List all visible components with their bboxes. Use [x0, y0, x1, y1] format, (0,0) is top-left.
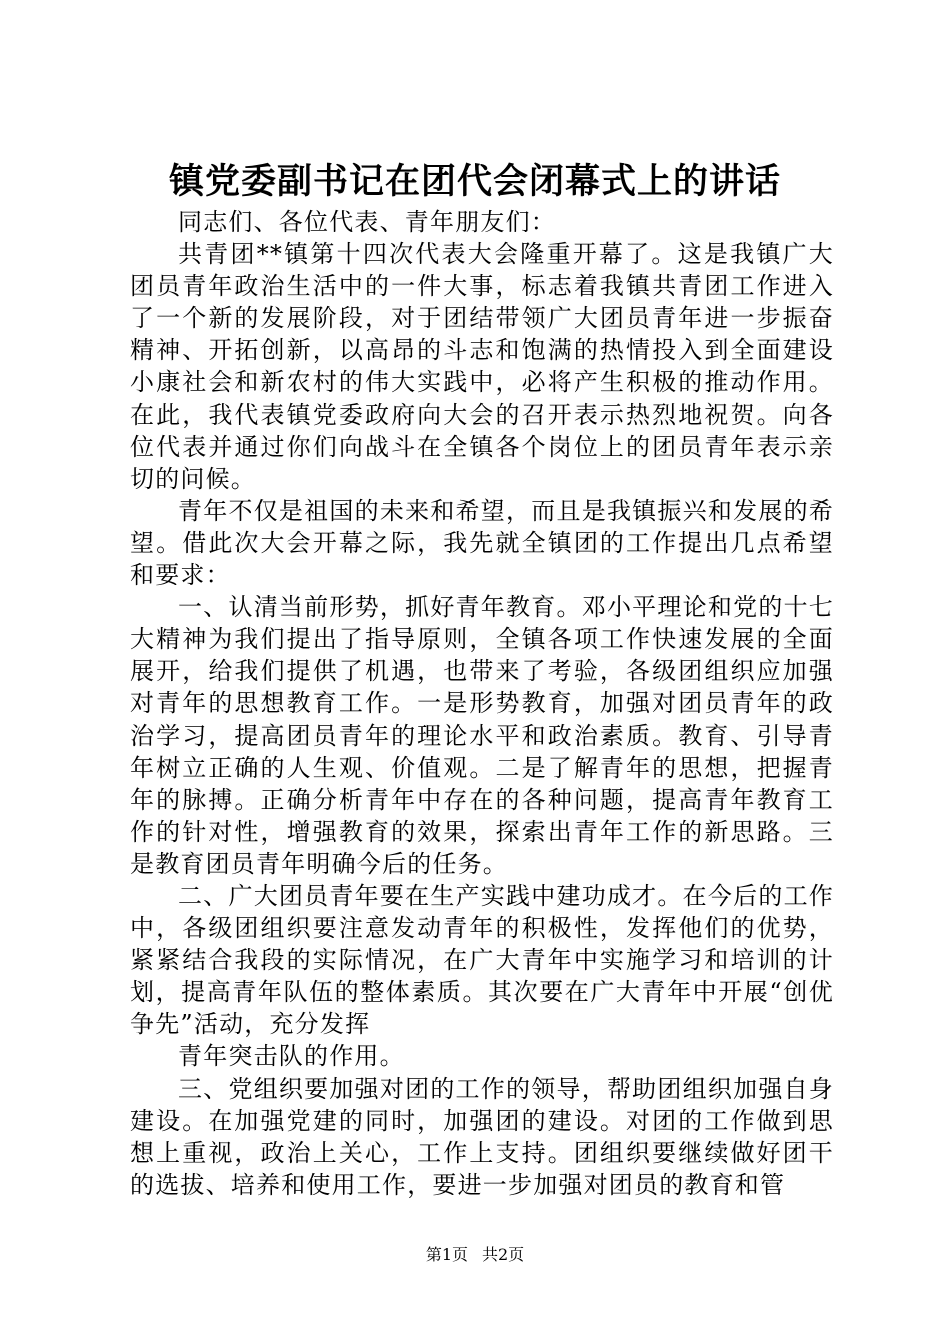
page-total: 共2页	[482, 1245, 525, 1264]
body-paragraph: 青年突击队的作用。	[178, 1042, 405, 1071]
body-paragraph: 三、党组织要加强对团的工作的领导，帮助团组织加强自身建设。在加强党建的同时，加强团的建设。对团的工作做到思想上重视，政治上关心，工作上支持。团组织要继续做好团干的选拔、培养和使用工作，要进一步加强对团员的教育和管	[130, 1074, 834, 1199]
body-paragraph: 一、认清当前形势，抓好青年教育。邓小平理论和党的十七大精神为我们提出了指导原则，全镇各项工作快速发展的全面展开，给我们提供了机遇，也带来了考验，各级团组织应加强对青年的思想教育工作。一是形势教育，加强对团员青年的政治学习，提高团员青年的理论水平和政治素质。教育、引导青年树立正确的人生观、价值观。二是了解青年的思想，把握青年的脉搏。正确分析青年中存在的各种问题，提高青年教育工作的针对性，增强教育的效果，探索出青年工作的新思路。三是教育团员青年明确今后的任务。	[130, 593, 834, 878]
salutation-paragraph: 同志们、各位代表、青年朋友们：	[178, 208, 556, 236]
body-paragraph: 青年不仅是祖国的未来和希望，而且是我镇振兴和发展的希望。借此次大会开幕之际，我先就全镇团的工作提出几点希望和要求：	[130, 496, 834, 590]
document-body	[130, 206, 834, 1201]
document-title: 镇党委副书记在团代会闭幕式上的讲话	[168, 161, 781, 202]
body-paragraph: 二、广大团员青年要在生产实践中建功成才。在今后的工作中，各级团组织要注意发动青年的积极性，发挥他们的优势，紧紧结合我段的实际情况，在广大青年中实施学习和培训的计划，提高青年队伍的整体素质。其次要在广大青年中开展“创优争先”活动，充分发挥	[130, 881, 834, 1039]
page-number: 第1页	[425, 1245, 468, 1264]
body-paragraph: 共青团**镇第十四次代表大会隆重开幕了。这是我镇广大团员青年政治生活中的一件大事，标志着我镇共青团工作进入了一个新的发展阶段，对于团结带领广大团员青年进一步振奋精神、开拓创新，以高昂的斗志和饱满的热情投入到全面建设小康社会和新农村的伟大实践中，必将产生积极的推动作用。在此，我代表镇党委政府向大会的召开表示热烈地祝贺。向各位代表并通过你们向战斗在全镇各个岗位上的团员青年表示亲切的问候。	[130, 240, 834, 493]
page-footer	[0, 1244, 950, 1266]
